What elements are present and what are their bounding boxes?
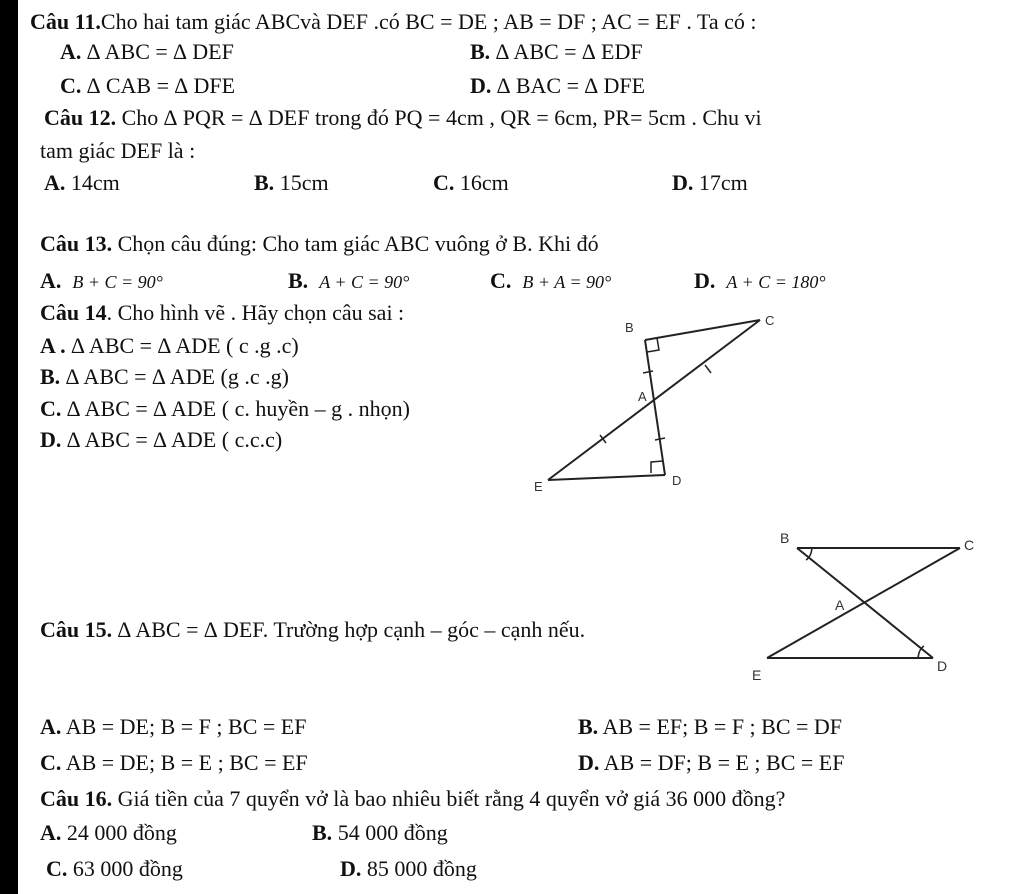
q13-option-d: [694, 268, 826, 295]
q15-option-c-key: C.: [40, 750, 62, 775]
q12-stem-line2: tam giác DEF là :: [40, 138, 196, 163]
q16-stem: [40, 786, 785, 812]
q15-option-b-value: AB = EF; B = F ; BC = DF: [602, 714, 843, 739]
q11-option-d: [470, 73, 645, 99]
q13-option-c-value: B + A = 90°: [522, 272, 612, 292]
q13-text: Chọn câu đúng: Cho tam giác ABC vuông ở B. Khi đó: [117, 231, 599, 256]
q12-option-b: [254, 170, 329, 196]
q12-option-d-value: 17cm: [698, 170, 748, 195]
q14-fig-tick-ac: [705, 365, 711, 373]
q14-option-d: [40, 427, 282, 453]
q15-fig-label-d: D: [937, 658, 948, 674]
q16-option-a-value: 24 000 đồng: [66, 820, 177, 845]
q12-option-a-value: 14cm: [70, 170, 120, 195]
q15-text: ∆ ABC = ∆ DEF. Trường hợp cạnh – góc – cạnh nếu.: [117, 617, 586, 642]
q13-option-a-key: A.: [40, 268, 62, 293]
q13-option-c: [490, 268, 611, 295]
q14-option-a-key: A .: [40, 333, 66, 358]
q14-fig-segment-ce: [548, 320, 760, 480]
q12-stem: [44, 105, 762, 131]
q15-option-d-key: D.: [578, 750, 600, 775]
q14-fig-label-b: B: [625, 320, 634, 335]
q13-option-a-value: B + C = 90°: [72, 272, 163, 292]
q14-option-a: [40, 333, 299, 359]
q16-option-d: [340, 856, 477, 882]
q14-fig-label-a: A: [638, 389, 647, 404]
q16-option-a: [40, 820, 177, 846]
q15-option-b: [578, 714, 842, 740]
q15-stem: [40, 617, 585, 643]
q14-fig-segment-ed: [548, 475, 665, 480]
q11-label: Câu 11.: [30, 9, 101, 34]
q13-option-b-key: B.: [288, 268, 309, 293]
q15-option-b-key: B.: [578, 714, 599, 739]
q15-fig-label-c: C: [964, 537, 975, 553]
q14-fig-right-angle-d: [651, 461, 663, 473]
q15-option-c: [40, 750, 308, 776]
q14-option-b-value: ∆ ABC = ∆ ADE (g .c .g): [65, 364, 289, 389]
q13-option-c-key: C.: [490, 268, 512, 293]
q11-option-a: [60, 39, 234, 65]
q11-text: Cho hai tam giác ABCvà DEF .có BC = DE ; AB = DF ; AC = EF . Ta có :: [100, 9, 757, 34]
q14-text: . Cho hình vẽ . Hãy chọn câu sai :: [106, 300, 405, 325]
q14-fig-label-d: D: [672, 473, 682, 488]
q16-option-c: [46, 856, 183, 882]
q15-label: Câu 15.: [40, 617, 113, 642]
q14-option-c-value: ∆ ABC = ∆ ADE ( c. huyền – g . nhọn): [66, 396, 410, 421]
q15-figure: [740, 525, 990, 690]
q12-option-c-value: 16cm: [459, 170, 509, 195]
q16-option-d-key: D.: [340, 856, 362, 881]
q16-option-c-key: C.: [46, 856, 68, 881]
q14-label: Câu 14: [40, 300, 107, 325]
q16-option-b: [312, 820, 448, 846]
q15-fig-label-b: B: [780, 530, 790, 546]
q16-option-c-value: 63 000 đồng: [72, 856, 183, 881]
q14-option-c-key: C.: [40, 396, 62, 421]
q12-text: Cho ∆ PQR = ∆ DEF trong đó PQ = 4cm , QR = 6cm, PR= 5cm . Chu vi: [121, 105, 762, 130]
q12-option-a: [44, 170, 120, 196]
q11-option-c-value: ∆ CAB = ∆ DFE: [86, 73, 236, 98]
q12-option-d: [672, 170, 748, 196]
q13-stem: [40, 231, 599, 257]
q14-fig-tick-ab: [643, 371, 653, 373]
q13-option-d-key: D.: [694, 268, 716, 293]
q12-option-d-key: D.: [672, 170, 694, 195]
q12-option-b-value: 15cm: [279, 170, 329, 195]
page-left-border: [0, 0, 18, 894]
q14-option-d-value: ∆ ABC = ∆ ADE ( c.c.c): [66, 427, 283, 452]
q11-option-d-value: ∆ BAC = ∆ DFE: [496, 73, 646, 98]
q13-option-a: [40, 268, 163, 295]
q14-stem: [40, 300, 404, 326]
q16-option-b-value: 54 000 đồng: [337, 820, 448, 845]
q13-option-b: [288, 268, 409, 295]
q11-option-a-value: ∆ ABC = ∆ DEF: [86, 39, 234, 64]
q14-option-d-key: D.: [40, 427, 62, 452]
q15-option-a: [40, 714, 306, 740]
q11-option-b-value: ∆ ABC = ∆ EDF: [495, 39, 643, 64]
q13-label: Câu 13.: [40, 231, 113, 256]
q14-fig-label-e: E: [534, 479, 543, 494]
q11-option-b-key: B.: [470, 39, 491, 64]
q14-figure: [520, 305, 790, 505]
q15-fig-label-a: A: [835, 597, 845, 613]
q14-option-b-key: B.: [40, 364, 61, 389]
q14-fig-segment-bc: [645, 320, 760, 340]
q15-option-d-value: AB = DF; B = E ; BC = EF: [603, 750, 845, 775]
q12-option-c: [433, 170, 509, 196]
q12-option-b-key: B.: [254, 170, 275, 195]
q12-option-a-key: A.: [44, 170, 66, 195]
q11-stem: [30, 9, 756, 35]
q13-option-b-value: A + C = 90°: [319, 272, 410, 292]
q11-option-b: [470, 39, 643, 65]
q11-option-c-key: C.: [60, 73, 82, 98]
q15-option-d: [578, 750, 844, 776]
q16-option-b-key: B.: [312, 820, 333, 845]
q15-option-a-key: A.: [40, 714, 62, 739]
q15-fig-segment-ce: [767, 548, 960, 658]
q11-option-c: [60, 73, 235, 99]
q12-label: Câu 12.: [44, 105, 117, 130]
q14-fig-tick-ad: [655, 438, 665, 440]
q13-option-d-value: A + C = 180°: [726, 272, 826, 292]
q11-option-d-key: D.: [470, 73, 492, 98]
q14-fig-label-c: C: [765, 313, 775, 328]
q14-option-b: [40, 364, 289, 390]
q15-option-c-value: AB = DE; B = E ; BC = EF: [65, 750, 308, 775]
q16-text: Giá tiền của 7 quyển vở là bao nhiêu biết rằng 4 quyển vở giá 36 000 đồng?: [117, 786, 786, 811]
q12-option-c-key: C.: [433, 170, 455, 195]
q15-fig-label-e: E: [752, 667, 762, 683]
q16-option-a-key: A.: [40, 820, 62, 845]
q14-fig-segment-bd: [645, 340, 665, 475]
q16-option-d-value: 85 000 đồng: [366, 856, 477, 881]
q16-label: Câu 16.: [40, 786, 113, 811]
q11-option-a-key: A.: [60, 39, 82, 64]
q14-option-c: [40, 396, 410, 422]
q14-option-a-value: ∆ ABC = ∆ ADE ( c .g .c): [71, 333, 299, 358]
q15-option-a-value: AB = DE; B = F ; BC = EF: [65, 714, 307, 739]
